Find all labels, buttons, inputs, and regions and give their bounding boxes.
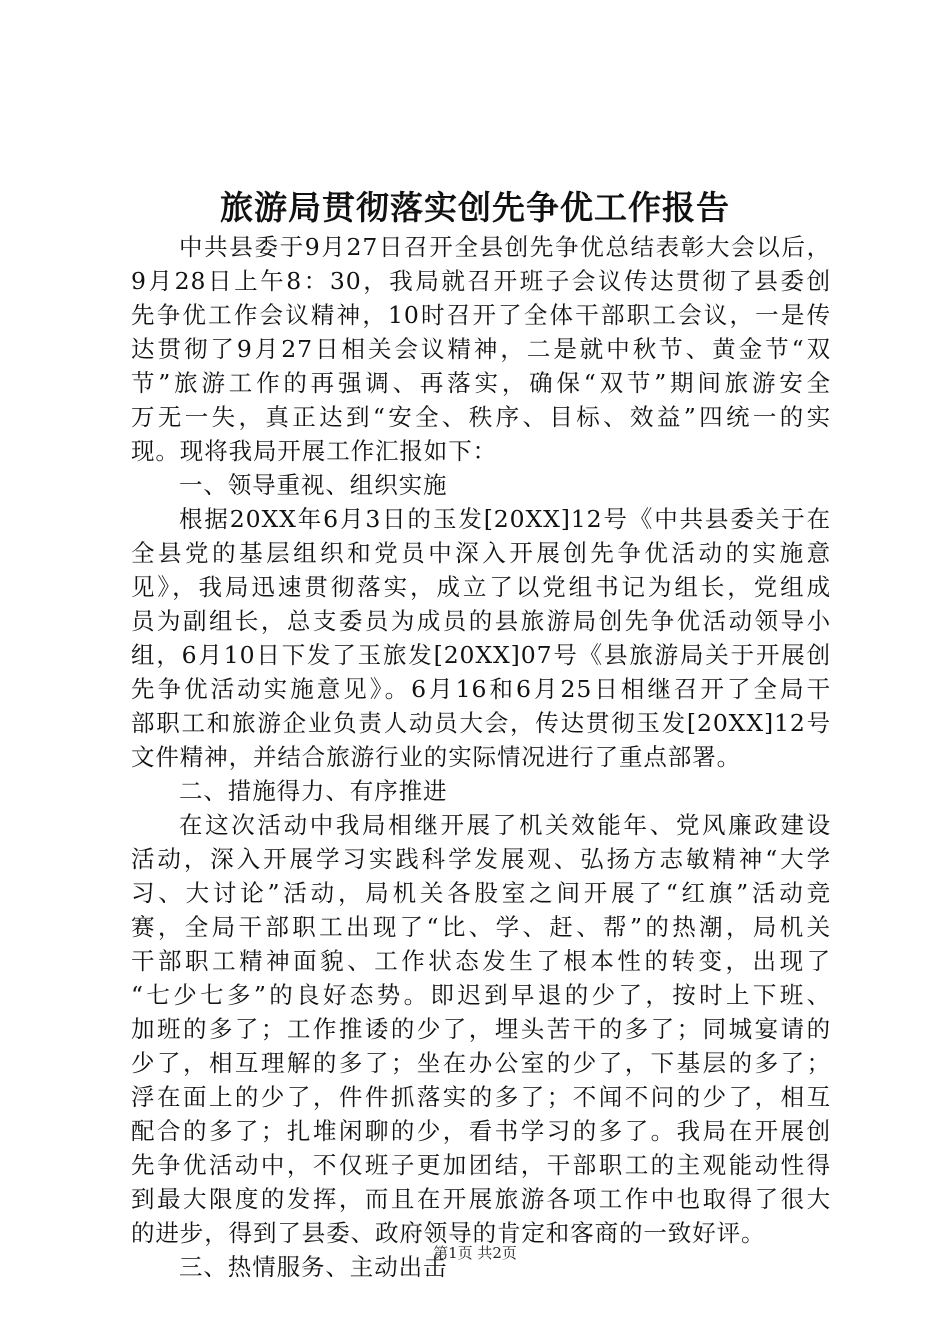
page-number-footer: 第1页 共2页 (433, 1244, 517, 1262)
paragraph-line: 达贯彻了9月27日相关会议精神，二是就中秋节、黄金节“双 (131, 335, 831, 363)
paragraph-line: 干部职工精神面貌、工作状态发生了根本性的转变，出现了 (131, 947, 831, 975)
section-heading: 三、热情服务、主动出击 (179, 1253, 448, 1281)
paragraph-line: 少了，相互理解的多了；坐在办公室的少了，下基层的多了； (131, 1049, 831, 1077)
paragraph-line: 部职工和旅游企业负责人动员大会，传达贯彻玉发[20XX]12号 (131, 709, 831, 737)
paragraph-line: 全县党的基层组织和党员中深入开展创先争优活动的实施意 (131, 539, 831, 567)
document-title: 旅游局贯彻落实创先争优工作报告 (220, 188, 730, 227)
section-heading: 一、领导重视、组织实施 (179, 471, 448, 499)
paragraph-line: 根据20XX年6月3日的玉发[20XX]12号《中共县委关于在 (179, 505, 831, 533)
paragraph-line: 万无一失，真正达到“安全、秩序、目标、效益”四统一的实 (131, 403, 831, 431)
paragraph-line: 节”旅游工作的再强调、再落实，确保“双节”期间旅游安全 (131, 369, 831, 397)
paragraph-line: 的进步，得到了县委、政府领导的肯定和客商的一致好评。 (131, 1219, 766, 1247)
paragraph-line: 活动，深入开展学习实践科学发展观、弘扬方志敏精神“大学 (131, 845, 831, 873)
paragraph-line: 文件精神，并结合旅游行业的实际情况进行了重点部署。 (131, 743, 741, 771)
section-heading: 二、措施得力、有序推进 (179, 777, 448, 805)
paragraph-line: 现。现将我局开展工作汇报如下： (131, 437, 497, 465)
paragraph-line: 先争优活动实施意见》。6月16和6月25日相继召开了全局干 (131, 675, 831, 703)
paragraph-line: “七少七多”的良好态势。即迟到早退的少了，按时上下班、 (131, 981, 831, 1009)
paragraph-line: 加班的多了；工作推诿的少了，埋头苦干的多了；同城宴请的 (131, 1015, 831, 1043)
paragraph-line: 组，6月10日下发了玉旅发[20XX]07号《县旅游局关于开展创 (131, 641, 831, 669)
paragraph-line: 配合的多了；扎堆闲聊的少，看书学习的多了。我局在开展创 (131, 1117, 831, 1145)
paragraph-line: 赛，全局干部职工出现了“比、学、赶、帮”的热潮，局机关 (131, 913, 831, 941)
paragraph-line: 先争优工作会议精神，10时召开了全体干部职工会议，一是传 (131, 301, 831, 329)
paragraph-line: 见》，我局迅速贯彻落实，成立了以党组书记为组长，党组成 (131, 573, 831, 601)
paragraph-line: 习、大讨论”活动，局机关各股室之间开展了“红旗”活动竞 (131, 879, 831, 907)
paragraph-line: 在这次活动中我局相继开展了机关效能年、党风廉政建设 (179, 811, 831, 839)
paragraph-line: 员为副组长，总支委员为成员的县旅游局创先争优活动领导小 (131, 607, 831, 635)
paragraph-line: 中共县委于9月27日召开全县创先争优总结表彰大会以后， (179, 233, 831, 261)
paragraph-line: 浮在面上的少了，件件抓落实的多了；不闻不问的少了，相互 (131, 1083, 831, 1111)
paragraph-line: 到最大限度的发挥，而且在开展旅游各项工作中也取得了很大 (131, 1185, 831, 1213)
paragraph-line: 9月28日上午8：30，我局就召开班子会议传达贯彻了县委创 (131, 267, 831, 295)
paragraph-line: 先争优活动中，不仅班子更加团结，干部职工的主观能动性得 (131, 1151, 831, 1179)
